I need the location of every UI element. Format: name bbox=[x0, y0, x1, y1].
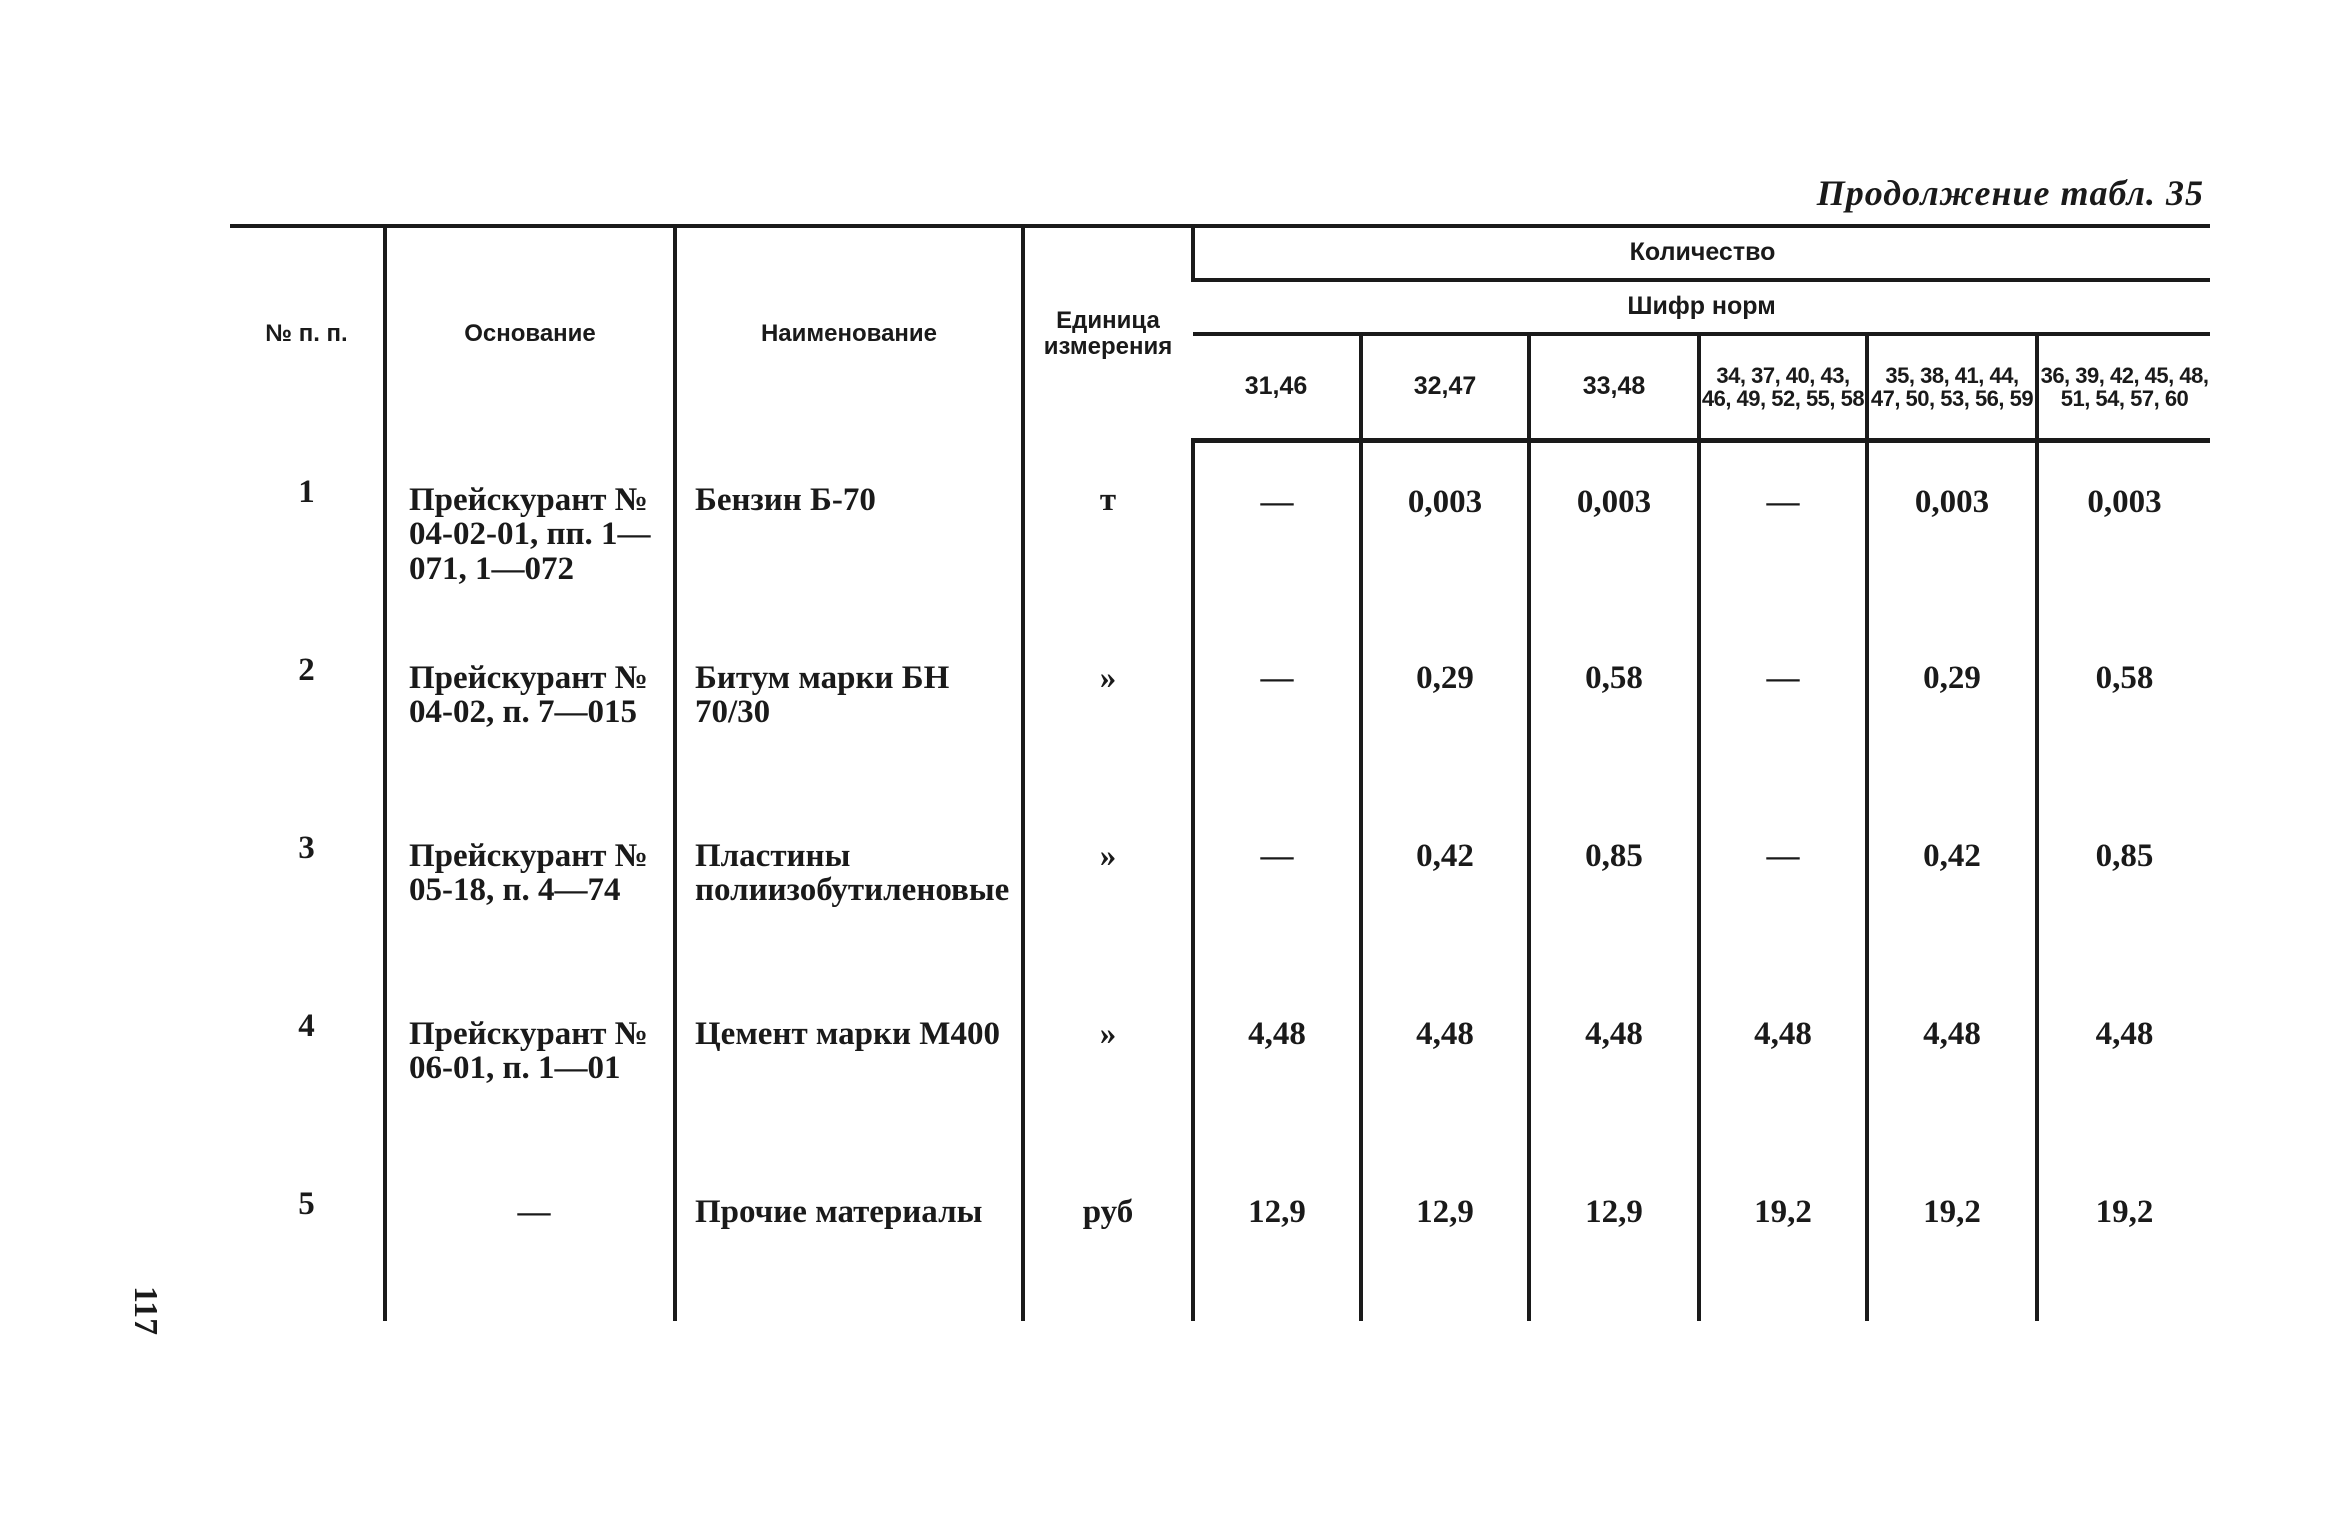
row-value-4: 4,48 bbox=[1699, 975, 1867, 1153]
row-basis: Прейскурант № 05-18, п. 4—74 bbox=[385, 797, 675, 975]
row-value-6: 0,003 bbox=[2037, 441, 2210, 619]
header-code-5: 35, 38, 41, 44, 47, 50, 53, 56, 59 bbox=[1867, 334, 2037, 441]
row-value-2: 0,003 bbox=[1361, 441, 1529, 619]
row-value-1: 4,48 bbox=[1193, 975, 1361, 1153]
row-unit: руб bbox=[1023, 1153, 1193, 1321]
table-header bbox=[230, 226, 2210, 441]
row-unit: » bbox=[1023, 619, 1193, 797]
row-value-6: 19,2 bbox=[2037, 1153, 2210, 1321]
header-num: № п. п. bbox=[230, 226, 385, 441]
row-value-1: — bbox=[1193, 619, 1361, 797]
row-value-2: 4,48 bbox=[1361, 975, 1529, 1153]
row-value-5: 0,42 bbox=[1867, 797, 2037, 975]
row-num: 3 bbox=[298, 829, 315, 866]
materials-table-container bbox=[230, 224, 2210, 1321]
table-row bbox=[230, 619, 2210, 797]
table-row bbox=[230, 441, 2210, 619]
row-num: 5 bbox=[298, 1185, 315, 1222]
row-basis: Прейскурант № 06-01, п. 1—01 bbox=[385, 975, 675, 1153]
row-value-1: — bbox=[1193, 797, 1361, 975]
header-quantity: Количество bbox=[1193, 226, 2210, 280]
row-num: 2 bbox=[298, 651, 315, 688]
row-unit: » bbox=[1023, 797, 1193, 975]
row-value-3: 0,58 bbox=[1529, 619, 1699, 797]
row-basis: — bbox=[385, 1153, 675, 1321]
row-num: 1 bbox=[298, 473, 315, 510]
row-value-6: 4,48 bbox=[2037, 975, 2210, 1153]
row-name: Прочие материалы bbox=[675, 1153, 1023, 1321]
row-value-5: 0,003 bbox=[1867, 441, 2037, 619]
header-codes-title: Шифр норм bbox=[1193, 280, 2210, 334]
table-row bbox=[230, 797, 2210, 975]
row-value-6: 0,85 bbox=[2037, 797, 2210, 975]
table-row bbox=[230, 1153, 2210, 1321]
row-value-4: 19,2 bbox=[1699, 1153, 1867, 1321]
row-value-4: — bbox=[1699, 797, 1867, 975]
row-value-3: 12,9 bbox=[1529, 1153, 1699, 1321]
header-code-3: 33,48 bbox=[1529, 334, 1699, 441]
header-basis: Основание bbox=[385, 226, 675, 441]
row-value-5: 4,48 bbox=[1867, 975, 2037, 1153]
row-value-2: 0,29 bbox=[1361, 619, 1529, 797]
row-value-6: 0,58 bbox=[2037, 619, 2210, 797]
row-name: Цемент марки М400 bbox=[675, 975, 1023, 1153]
row-value-2: 12,9 bbox=[1361, 1153, 1529, 1321]
row-basis: Прейскурант № 04-02-01, пп. 1—071, 1—072 bbox=[385, 441, 675, 619]
row-name: Битум марки БН 70/30 bbox=[675, 619, 1023, 797]
row-name: Бензин Б-70 bbox=[675, 441, 1023, 619]
row-num: 4 bbox=[298, 1007, 315, 1044]
header-code-2: 32,47 bbox=[1361, 334, 1529, 441]
header-code-4: 34, 37, 40, 43, 46, 49, 52, 55, 58 bbox=[1699, 334, 1867, 441]
row-value-4: — bbox=[1699, 619, 1867, 797]
row-name: Пластины полиизобутиленовые bbox=[675, 797, 1023, 975]
row-value-3: 0,85 bbox=[1529, 797, 1699, 975]
row-value-5: 19,2 bbox=[1867, 1153, 2037, 1321]
table-caption: Продолжение табл. 35 bbox=[1816, 173, 2204, 213]
row-unit: т bbox=[1023, 441, 1193, 619]
materials-table bbox=[230, 224, 2210, 1321]
header-unit: Единица измерения bbox=[1023, 226, 1193, 441]
row-value-3: 4,48 bbox=[1529, 975, 1699, 1153]
row-basis: Прейскурант № 04-02, п. 7—015 bbox=[385, 619, 675, 797]
header-code-6: 36, 39, 42, 45, 48, 51, 54, 57, 60 bbox=[2037, 334, 2210, 441]
row-value-4: — bbox=[1699, 441, 1867, 619]
table-row bbox=[230, 975, 2210, 1153]
row-value-1: 12,9 bbox=[1193, 1153, 1361, 1321]
page-number-mark: 117 bbox=[127, 1286, 164, 1336]
row-value-2: 0,42 bbox=[1361, 797, 1529, 975]
row-value-5: 0,29 bbox=[1867, 619, 2037, 797]
header-code-1: 31,46 bbox=[1193, 334, 1361, 441]
header-name: Наименование bbox=[675, 226, 1023, 441]
row-value-3: 0,003 bbox=[1529, 441, 1699, 619]
row-unit: » bbox=[1023, 975, 1193, 1153]
table-body bbox=[230, 441, 2210, 1321]
row-value-1: — bbox=[1193, 441, 1361, 619]
